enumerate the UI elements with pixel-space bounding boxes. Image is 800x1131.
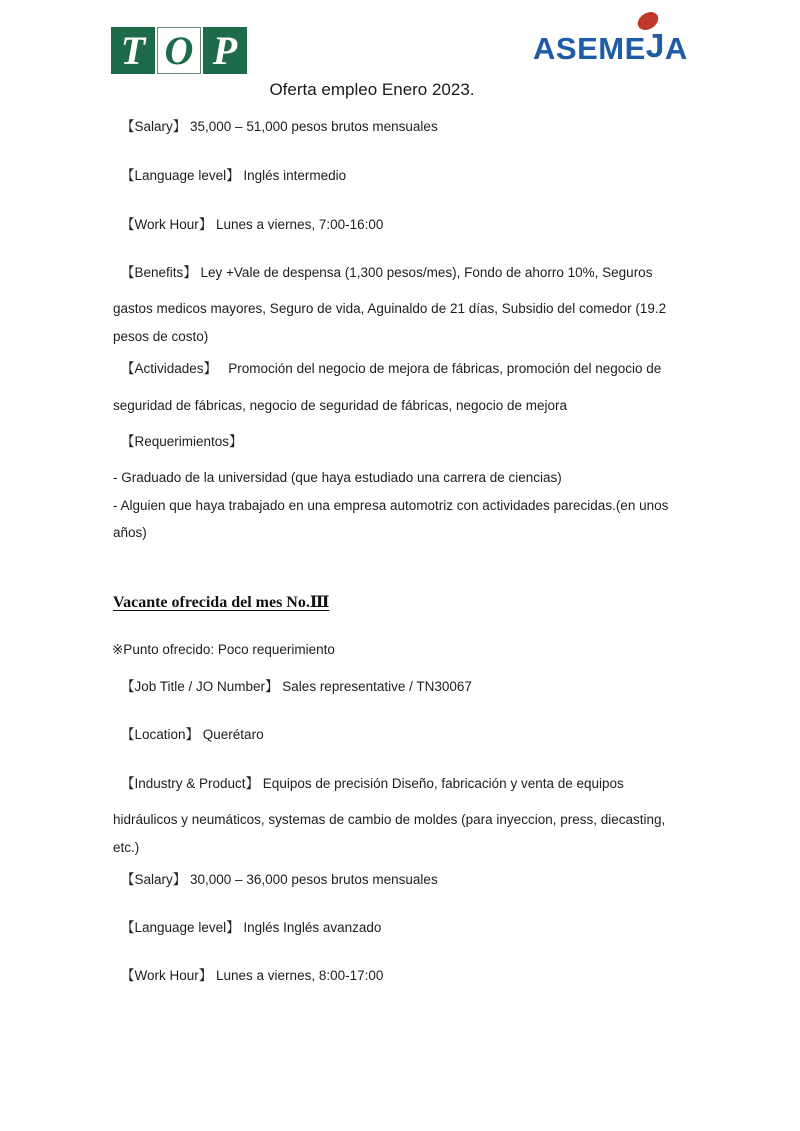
language-level-line-1: 【Language level】 Inglés intermedio (121, 168, 347, 183)
asemeja-letter-j: J (645, 28, 665, 65)
top-logo-tile-o: O (157, 27, 201, 74)
top-logo-tile-p: P (203, 27, 247, 74)
benefits-line-3: pesos de costo) (113, 329, 209, 344)
asemeja-text-pre: ASEME (533, 31, 646, 66)
punto-ofrecido-note: ※Punto ofrecido: Poco requerimiento (112, 642, 335, 657)
benefits-line-2: gastos medicos mayores, Seguro de vida, Aguinaldo de 21 días, Subsidio del comedor (19.2 (113, 301, 667, 316)
top-logo-tile-t: T (111, 27, 155, 74)
section-heading-vacante: Vacante ofrecida del mes No.Ⅲ (113, 594, 330, 611)
industry-line-2: hidráulicos y neumáticos, systemas de cambio de moldes (para inyeccion, press, diecasting, (113, 812, 666, 827)
salary-line-1: 【Salary】 35,000 – 51,000 pesos brutos mensuales (121, 119, 438, 134)
language-level-line-2: 【Language level】 Inglés Inglés avanzado (121, 920, 382, 935)
requirement-bullet-1: - Graduado de la universidad (que haya estudiado una carrera de ciencias) (113, 470, 562, 485)
industry-line-1: 【Industry & Product】 Equipos de precisión Diseño, fabricación y venta de equipos (121, 776, 624, 791)
job-title-line: 【Job Title / JO Number】 Sales representative / TN30067 (121, 679, 472, 694)
document-title: Oferta empleo Enero 2023. (269, 80, 475, 99)
asemeja-logo (533, 28, 688, 66)
actividades-line-2: seguridad de fábricas, negocio de seguridad de fábricas, negocio de mejora (113, 398, 568, 413)
salary-line-2: 【Salary】 30,000 – 36,000 pesos brutos mensuales (121, 872, 438, 887)
top-logo (111, 27, 247, 74)
benefits-line-1: 【Benefits】 Ley +Vale de despensa (1,300 pesos/mes), Fondo de ahorro 10%, Seguros (121, 265, 653, 280)
requirement-bullet-2: - Alguien que haya trabajado en una empresa automotriz con actividades parecidas.(en unos (113, 498, 669, 513)
asemeja-text-post: A (664, 31, 688, 66)
location-line: 【Location】 Querétaro (121, 727, 264, 742)
requirement-bullet-2-cont: años) (113, 525, 147, 540)
industry-line-3: etc.) (113, 840, 140, 855)
work-hour-line-2: 【Work Hour】 Lunes a viernes, 8:00-17:00 (121, 968, 384, 983)
requerimientos-label: 【Requerimientos】 (121, 434, 243, 449)
work-hour-line-1: 【Work Hour】 Lunes a viernes, 7:00-16:00 (121, 217, 384, 232)
actividades-line-1: 【Actividades】 Promoción del negocio de mejora de fábricas, promoción del negocio de (121, 361, 662, 376)
